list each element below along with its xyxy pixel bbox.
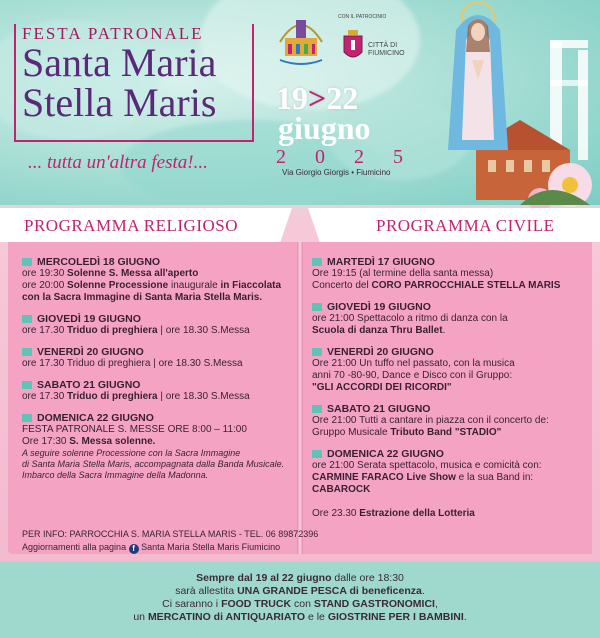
bullet-icon — [312, 258, 322, 266]
parish-info — [22, 528, 318, 554]
procession-note: A seguire solenne Processione con la Sacra Immagine — [22, 448, 241, 458]
schedule-line: Ore 19:15 (al termine della santa messa) — [312, 268, 494, 279]
religious-day — [22, 379, 292, 403]
civil-schedule — [312, 256, 588, 520]
schedule-line: Gruppo Musicale Tributo Band "STADIO" — [312, 427, 502, 438]
schedule-line: Ore 21:00 Un tuffo nel passato, con la musica — [312, 358, 515, 369]
patronage-label: CON IL PATROCINIO — [338, 14, 387, 20]
info-phone: PER INFO: PARROCCHIA S. MARIA STELLA MARIS - TEL. 06 89872396 — [22, 529, 319, 539]
facebook-icon: f — [129, 544, 139, 554]
day-heading: GIOVEDÌ 19 GIUGNO — [327, 301, 431, 313]
religious-day — [22, 313, 292, 337]
religious-day — [22, 412, 292, 481]
schedule-line: Ore 21:00 Tutti a cantare in piazza con il concerto de: — [312, 415, 549, 426]
footer-line: Sempre dal 19 al 22 giugno dalle ore 18:30 — [196, 572, 404, 584]
day-heading: MERCOLEDÌ 18 GIUGNO — [37, 256, 161, 268]
city-name: CITTÀ DI FIUMICINO — [368, 42, 405, 57]
schedule-line: Concerto del CORO PARROCCHIALE STELLA MARIS — [312, 280, 561, 291]
schedule-line: ore 17.30 Triduo di preghiera | ore 18.30 S.Messa — [22, 391, 250, 402]
lottery-line: Ore 23.30 Estrazione della Lotteria — [312, 508, 475, 519]
tagline: ... tutta un'altra festa!... — [28, 152, 208, 173]
event-address: Via Giorgio Giorgis • Fiumicino — [282, 168, 391, 177]
day-heading: DOMENICA 22 GIUGNO — [327, 448, 444, 460]
schedule-line: ore 21:00 Spettacolo a ritmo di danza con la — [312, 313, 508, 324]
title-line-1: Santa Maria — [22, 40, 217, 85]
bullet-icon — [22, 414, 32, 422]
schedule-line: ore 19:30 Solenne S. Messa all'aperto — [22, 268, 199, 279]
schedule-line: CARMINE FARACO Live Show e la sua Band in: — [312, 472, 534, 483]
bullet-icon — [22, 258, 32, 266]
bullet-icon — [22, 348, 32, 356]
footer-line: sarà allestita UNA GRANDE PESCA di beneficenza. — [175, 585, 425, 597]
day-heading: SABATO 21 GIUGNO — [327, 403, 431, 415]
day-heading: VENERDÌ 20 GIUGNO — [37, 346, 144, 358]
civil-day — [312, 346, 588, 394]
day-heading: GIOVEDÌ 19 GIUGNO — [37, 313, 141, 325]
civil-day — [312, 448, 588, 496]
bullet-icon — [22, 315, 32, 323]
schedule-line: FESTA PATRONALE S. MESSE ORE 8:00 – 11:00 — [22, 424, 247, 435]
event-year: 2 0 2 5 — [276, 146, 415, 168]
schedule-line: con la Sacra Immagine di Santa Maria Stella Maris. — [22, 292, 263, 303]
civil-program-title: PROGRAMMA CIVILE — [376, 216, 555, 235]
footer-text — [0, 572, 600, 624]
civil-day — [312, 301, 588, 337]
schedule-line: "GLI ACCORDI DEI RICORDI" — [312, 382, 452, 393]
schedule-line: anni 70 -80-90, Dance e Disco con il Gruppo: — [312, 370, 513, 381]
procession-note: Imbarco della Sacra Immagine della Madonna. — [22, 470, 209, 480]
bullet-icon — [312, 348, 322, 356]
event-month: giugno — [278, 110, 371, 146]
day-heading: MARTEDÌ 17 GIUGNO — [327, 256, 435, 268]
religious-day — [22, 346, 292, 370]
facebook-page-link[interactable]: Santa Maria Stella Maris Fiumicino — [141, 542, 281, 552]
schedule-line: CABAROCK — [312, 484, 371, 495]
panel-divider — [297, 242, 303, 554]
religious-day — [22, 256, 292, 304]
schedule-line: ore 17.30 Triduo di preghiera | ore 18.30 S.Messa — [22, 358, 243, 369]
date-from: 19 — [276, 80, 308, 116]
schedule-line: Scuola di danza Thru Ballet. — [312, 325, 446, 336]
schedule-line: Ore 17:30 S. Messa solenne. — [22, 436, 156, 447]
madonna-illustration-icon — [410, 0, 600, 210]
religious-schedule — [22, 256, 292, 490]
bullet-icon — [312, 450, 322, 458]
schedule-line: ore 20:00 Solenne Processione inaugurale in Fiaccolata — [22, 280, 282, 291]
civil-day — [312, 403, 588, 439]
civil-day — [312, 256, 588, 292]
date-separator: > — [308, 80, 327, 116]
footer-line: Ci saranno i FOOD TRUCK con STAND GASTRONOMICI, — [162, 598, 438, 610]
bullet-icon — [312, 405, 322, 413]
title-line-2: Stella Maris — [22, 80, 217, 125]
bullet-icon — [22, 381, 32, 389]
day-heading: DOMENICA 22 GIUGNO — [37, 412, 154, 424]
religious-program-title: PROGRAMMA RELIGIOSO — [24, 216, 238, 235]
bullet-icon — [312, 303, 322, 311]
schedule-line: ore 21:00 Serata spettacolo, musica e comicità con: — [312, 460, 542, 471]
day-heading: VENERDÌ 20 GIUGNO — [327, 346, 434, 358]
day-heading: SABATO 21 GIUGNO — [37, 379, 141, 391]
info-page: Aggiornamenti alla pagina f Santa Maria Stella Maris Fiumicino — [22, 542, 281, 553]
procession-note: di Santa Maria Stella Maris, accompagnata dalla Banda Musicale. — [22, 459, 285, 469]
parish-logo-icon — [276, 12, 326, 68]
festa-patronale-label: FESTA PATRONALE — [22, 24, 204, 43]
date-to: 22 — [326, 80, 359, 116]
schedule-line: ore 17.30 Triduo di preghiera | ore 18.30 S.Messa — [22, 325, 250, 336]
footer-line: un MERCATINO di ANTIQUARIATO e le GIOSTRINE PER I BAMBINI. — [133, 611, 467, 623]
